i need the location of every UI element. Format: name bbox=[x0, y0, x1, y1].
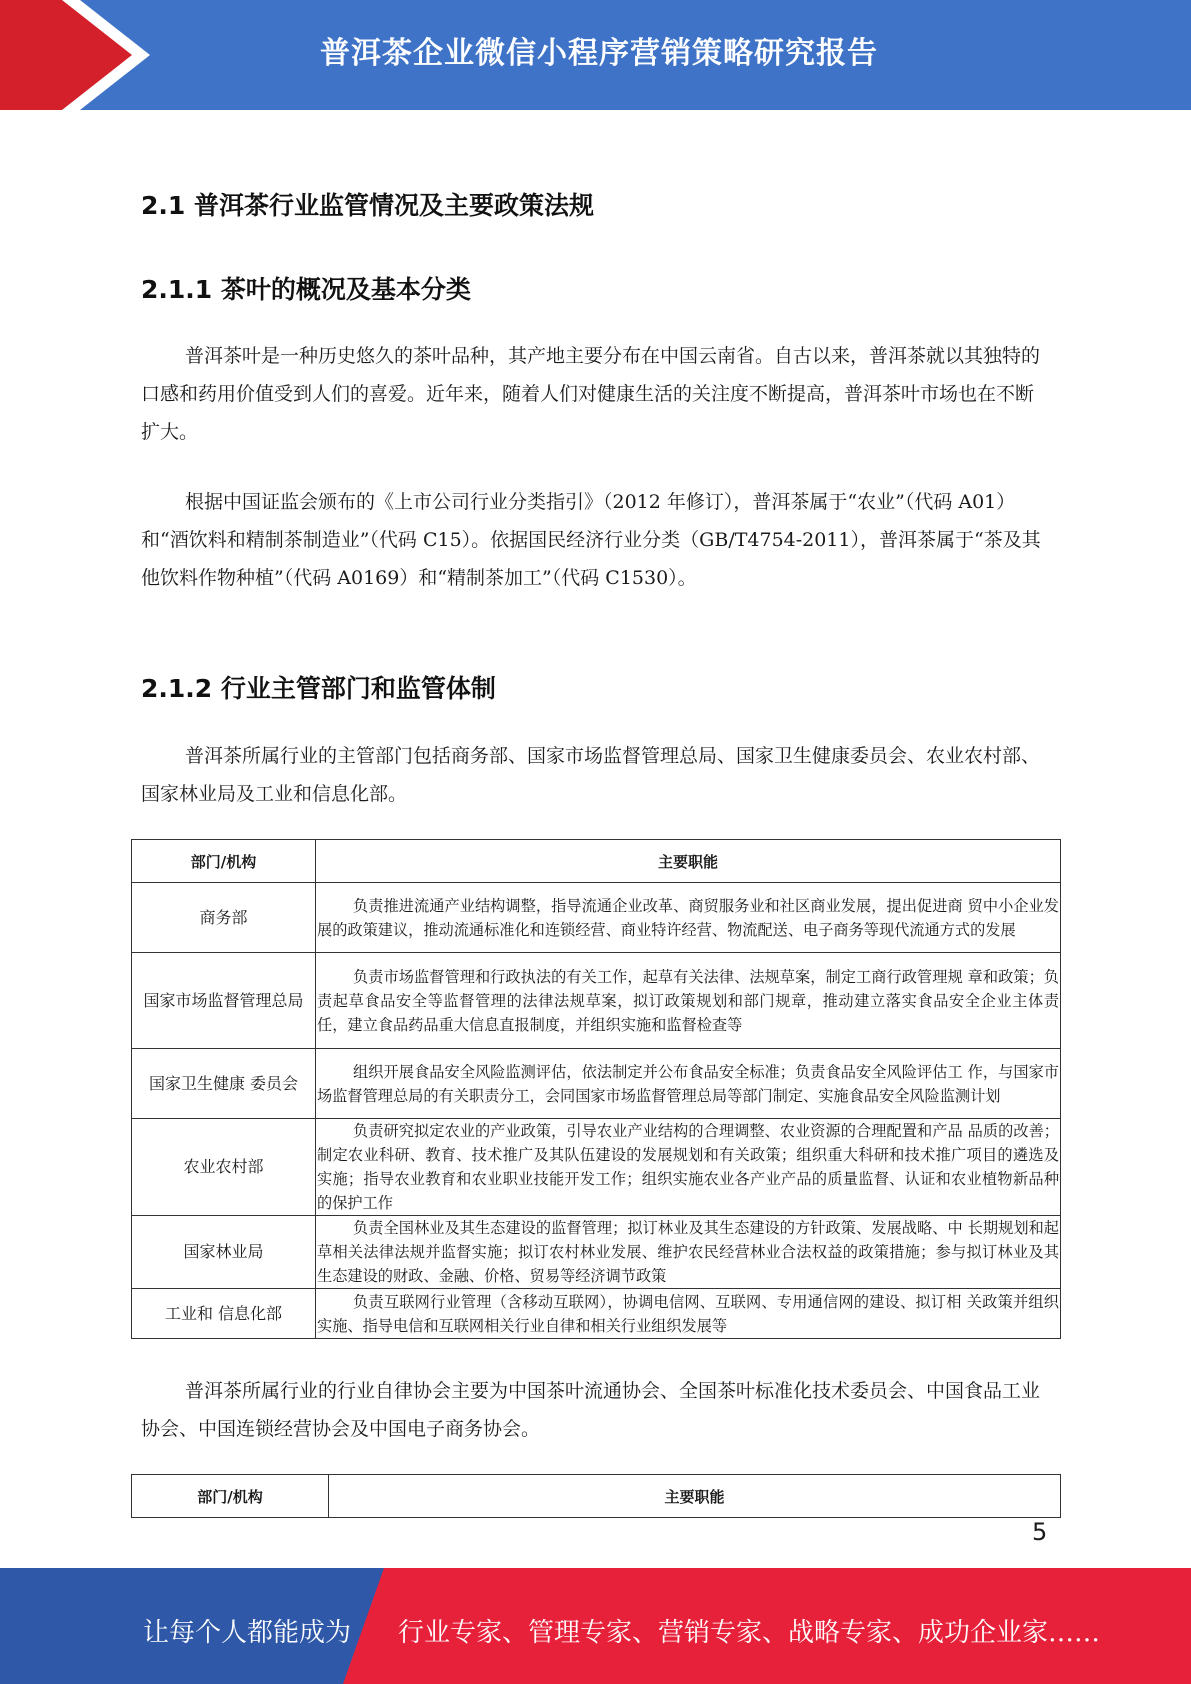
table-header-row bbox=[132, 840, 1061, 883]
dept-cell: 国家卫生健康 委员会 bbox=[132, 1049, 316, 1119]
column-header-duty: 主要职能 bbox=[329, 1475, 1061, 1518]
table-row bbox=[132, 1289, 1061, 1339]
paragraph-associations bbox=[141, 1372, 1046, 1448]
authorities-table bbox=[131, 839, 1061, 1339]
paragraph-tea-overview bbox=[141, 337, 1046, 451]
page-number: 5 bbox=[1032, 1518, 1048, 1546]
heading-2-1-1: 2.1.1 茶叶的概况及基本分类 bbox=[141, 275, 471, 304]
paragraph-text: 普洱茶所属行业的行业自律协会主要为中国茶叶流通协会、全国茶叶标准化技术委员会、中国食品工业协会、中国连锁经营协会及中国电子商务协会。 bbox=[141, 1380, 1041, 1440]
paragraph-text: 根据中国证监会颁布的《上市公司行业分类指引》（2012 年修订），普洱茶属于“农业”（代码 A01）和“酒饮料和精制茶制造业”（代码 C15）。依据国民经济行业分类（GB/T4754-2011），普洱茶属于“茶及其他饮料作物种植”（代码 A0169）和“精制茶加工”（代码 C1530）。 bbox=[141, 491, 1041, 589]
table-row bbox=[132, 1119, 1061, 1216]
duty-cell: 负责推进流通产业结构调整，指导流通企业改革、商贸服务业和社区商业发展，提出促进商 贸中小企业发展的政策建议，推动流通标准化和连锁经营、商业特许经营、物流配送、电子商务等现代流通方式的发展 bbox=[316, 883, 1061, 953]
dept-cell: 国家林业局 bbox=[132, 1216, 316, 1289]
duty-cell: 负责全国林业及其生态建设的监督管理；拟订林业及其生态建设的方针政策、发展战略、中 长期规划和起草相关法律法规并监督实施；拟订农村林业发展、维护农民经营林业合法权益的政策措施；参与拟订林业及其生态建设的财政、金融、价格、贸易等经济调节政策 bbox=[316, 1216, 1061, 1289]
associations-table bbox=[131, 1474, 1061, 1518]
table-row bbox=[132, 1216, 1061, 1289]
footer-slogan-right: 行业专家、管理专家、营销专家、战略专家、成功企业家…… bbox=[398, 1618, 1101, 1648]
duty-cell: 组织开展食品安全风险监测评估，依法制定并公布食品安全标准；负责食品安全风险评估工 作，与国家市场监督管理总局的有关职责分工，会同国家市场监督管理总局等部门制定、实施食品安全风险监测计划 bbox=[316, 1049, 1061, 1119]
page-header bbox=[0, 0, 1191, 110]
table-row bbox=[132, 1049, 1061, 1119]
table-row bbox=[132, 953, 1061, 1049]
dept-cell: 工业和 信息化部 bbox=[132, 1289, 316, 1339]
duty-cell: 负责互联网行业管理（含移动互联网），协调电信网、互联网、专用通信网的建设、拟订相 关政策并组织实施、指导电信和互联网相关行业自律和相关行业组织发展等 bbox=[316, 1289, 1061, 1339]
page-footer bbox=[0, 1568, 1191, 1684]
paragraph-authorities bbox=[141, 737, 1046, 813]
column-header-duty: 主要职能 bbox=[316, 840, 1061, 883]
heading-2-1-2: 2.1.2 行业主管部门和监管体制 bbox=[141, 674, 496, 703]
duty-cell: 负责市场监督管理和行政执法的有关工作，起草有关法律、法规草案，制定工商行政管理规 章和政策；负责起草食品安全等监督管理的法律法规草案，拟订政策规划和部门规章，推动建立落实食品安全企业主体责任，建立食品药品重大信息直报制度，并组织实施和监督检查等 bbox=[316, 953, 1061, 1049]
associations-table-clip bbox=[131, 1474, 1061, 1518]
table-row bbox=[132, 883, 1061, 953]
footer-slogan-left: 让每个人都能成为 bbox=[143, 1618, 352, 1648]
paragraph-industry-classification bbox=[141, 483, 1046, 597]
duty-cell: 负责研究拟定农业的产业政策，引导农业产业结构的合理调整、农业资源的合理配置和产品 品质的改善；制定农业科研、教育、技术推广及其队伍建设的发展规划和有关政策；组织重大科研和技术推广项目的遴选及实施；指导农业教育和农业职业技能开发工作；组织实施农业各产业产品的质量监督、认证和农业植物新品种的保护工作 bbox=[316, 1119, 1061, 1216]
column-header-dept: 部门/机构 bbox=[132, 840, 316, 883]
header-red-chevron bbox=[0, 0, 150, 110]
column-header-dept: 部门/机构 bbox=[132, 1475, 329, 1518]
table-header-row bbox=[132, 1475, 1061, 1518]
dept-cell: 商务部 bbox=[132, 883, 316, 953]
paragraph-text: 普洱茶所属行业的主管部门包括商务部、国家市场监督管理总局、国家卫生健康委员会、农业农村部、国家林业局及工业和信息化部。 bbox=[141, 745, 1041, 805]
heading-2-1: 2.1 普洱茶行业监管情况及主要政策法规 bbox=[141, 191, 594, 220]
dept-cell: 国家市场监督管理总局 bbox=[132, 953, 316, 1049]
dept-cell: 农业农村部 bbox=[132, 1119, 316, 1216]
report-title: 普洱茶企业微信小程序营销策略研究报告 bbox=[320, 36, 878, 71]
paragraph-text: 普洱茶叶是一种历史悠久的茶叶品种，其产地主要分布在中国云南省。自古以来，普洱茶就以其独特的口感和药用价值受到人们的喜爱。近年来，随着人们对健康生活的关注度不断提高，普洱茶叶市场也在不断扩大。 bbox=[141, 345, 1041, 443]
